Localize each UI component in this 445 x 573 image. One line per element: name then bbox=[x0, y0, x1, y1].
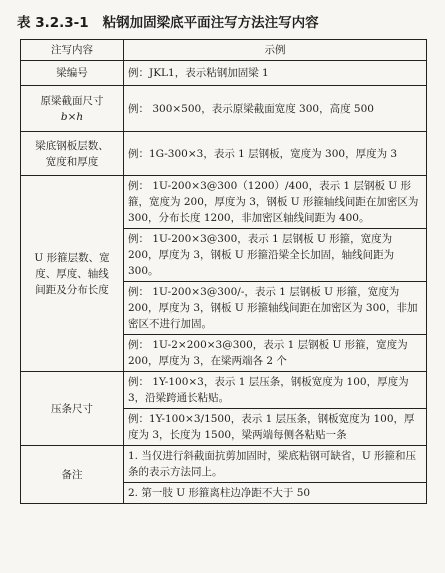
remark-text: 2. 第一肢 U 形箍离柱边净距不大于 50 bbox=[124, 482, 426, 503]
table-row bbox=[21, 372, 427, 446]
row-label bbox=[21, 132, 124, 176]
label-line: 备注 bbox=[61, 468, 83, 481]
table-row bbox=[21, 61, 427, 86]
header-example: 示例 bbox=[124, 40, 427, 61]
table-header-row bbox=[21, 40, 427, 61]
label-line: U 形箍层数、宽 bbox=[34, 251, 110, 264]
label-line: 原梁截面尺寸 bbox=[40, 94, 104, 107]
row-example bbox=[124, 176, 427, 372]
example-text: 例： 1U-200×3@300/-，表示 1 层钢板 U 形箍，宽度为 200，厚度为 3，钢板 U 形箍轴线间距在加密区为 300，非加密区不进行加固。 bbox=[124, 281, 426, 334]
row-example bbox=[124, 61, 427, 86]
annotation-table bbox=[20, 39, 427, 504]
row-example bbox=[124, 446, 427, 504]
label-line: b×h bbox=[60, 110, 84, 123]
label-line: 间距及分布长度 bbox=[35, 283, 109, 296]
row-label bbox=[21, 372, 124, 446]
example-text: 例： 1U-200×3@300（1200）/400，表示 1 层钢板 U 形箍，宽度为 200，厚度为 3，钢板 U 形箍轴线间距在加密区为 300，分布长度 1200，非加密区轴线间距为 400。 bbox=[128, 180, 419, 224]
table-title-text: 粘钢加固梁底平面注写方法注写内容 bbox=[102, 15, 319, 31]
label-line: 压条尺寸 bbox=[51, 402, 93, 415]
table-row bbox=[21, 86, 427, 132]
example-text: 例：1Y-100×3/1500，表示 1 层压条，钢板宽度为 100，厚度为 3，长度为 1500，梁两端每侧各粘贴一条 bbox=[124, 408, 426, 445]
table-row bbox=[21, 176, 427, 372]
remark-text: 1. 当仅进行斜截面抗剪加固时，梁底粘钢可缺省，U 形箍和压条的表示方法同上。 bbox=[128, 450, 417, 478]
row-example bbox=[124, 86, 427, 132]
example-text: 例： 1U-2×200×3@300，表示 1 层钢板 U 形箍，宽度为 200，厚度为 3，在梁两端各 2 个 bbox=[124, 334, 426, 371]
table-row bbox=[21, 132, 427, 176]
row-label bbox=[21, 446, 124, 504]
row-example bbox=[124, 132, 427, 176]
example-text: 例：1G-300×3，表示 1 层钢板，宽度为 300，厚度为 3 bbox=[128, 147, 398, 160]
row-label bbox=[21, 61, 124, 86]
row-label bbox=[21, 86, 124, 132]
table-number: 表 3.2.3-1 bbox=[17, 15, 89, 31]
label-line: 宽度和厚度 bbox=[45, 155, 99, 168]
example-text: 例：JKL1，表示粘钢加固梁 1 bbox=[128, 67, 269, 79]
example-text: 例： 300×500，表示原梁截面宽度 300，高度 500 bbox=[128, 102, 374, 115]
row-label bbox=[21, 176, 124, 372]
example-text: 例： 1Y-100×3，表示 1 层压条，钢板宽度为 100，厚度为 3，沿梁跨通长粘贴。 bbox=[128, 376, 409, 404]
label-line: 梁编号 bbox=[56, 67, 88, 79]
header-content: 注写内容 bbox=[21, 40, 124, 61]
row-example bbox=[124, 372, 427, 446]
table-title bbox=[17, 11, 319, 31]
example-text: 例： 1U-200×3@300，表示 1 层钢板 U 形箍，宽度为 200，厚度为 3，钢板 U 形箍沿梁全长加固，轴线间距为 300。 bbox=[124, 228, 426, 281]
label-line: 梁底钢板层数、 bbox=[35, 139, 109, 152]
table-row bbox=[21, 446, 427, 504]
label-line: 度、厚度、轴线 bbox=[35, 267, 109, 280]
